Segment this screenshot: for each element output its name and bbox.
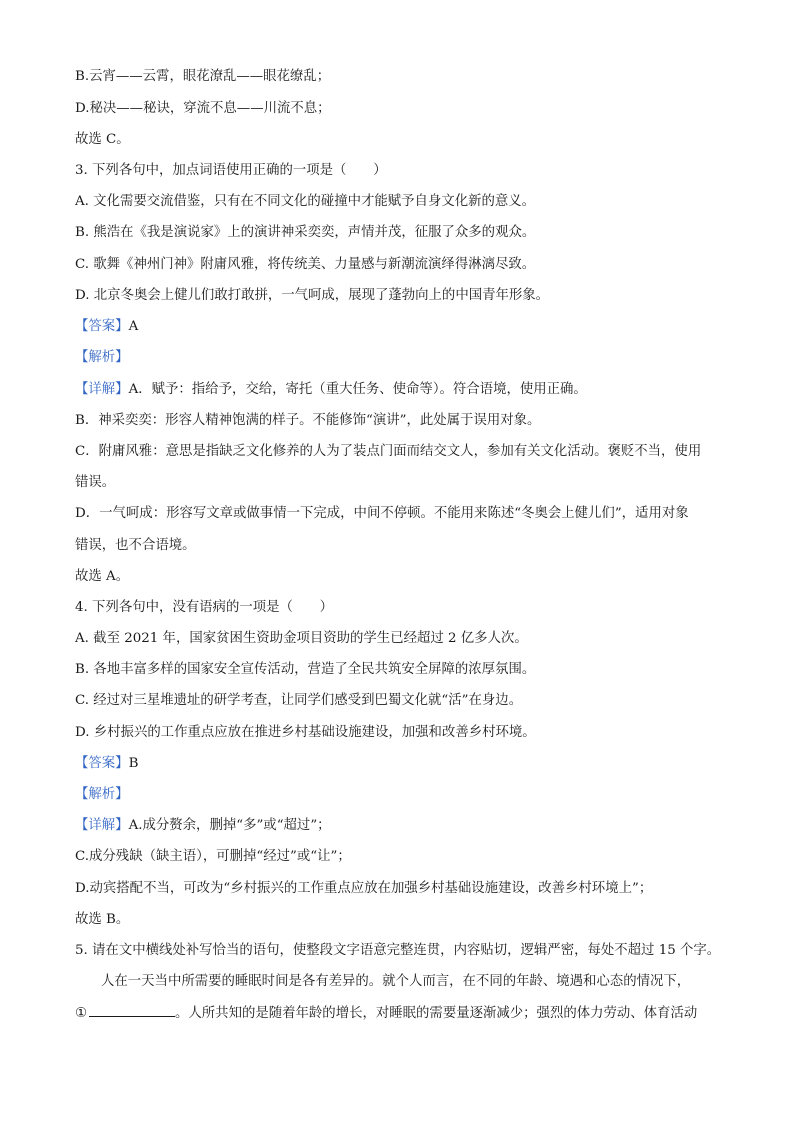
q3-detail-d: D．一气呵成：形容写文章或做事情一下完成，中间不停顿。不能用来陈述“冬奥会上健儿们”，适用对象	[75, 506, 689, 521]
q3-detail-b: B．神采奕奕：形容人精神饱满的样子。不能修饰“演讲”，此处属于误用对象。	[75, 413, 541, 428]
q3-detail-c: C．附庸风雅：意思是指缺乏文化修养的人为了装点门面而结交文人，参加有关文化活动。褒贬不当，使用	[75, 444, 702, 459]
q4-analysis-heading	[75, 785, 734, 805]
q3-stem: 3. 下列各句中，加点词语使用正确的一项是（ ）	[75, 163, 387, 178]
blank-marker: ①	[75, 1006, 88, 1021]
q3-conclusion: 故选 A。	[75, 569, 130, 584]
analysis-tag: 【解析】	[75, 787, 129, 802]
paragraph-text: 。人所共知的是随着年龄的增长，对睡眠的需要量逐渐减少；强烈的体力劳动、体育活动	[175, 1006, 698, 1021]
q4-conclusion: 故选 B。	[75, 912, 130, 927]
q4-detail-a	[75, 816, 734, 836]
answer-tag: 【答案】	[75, 319, 129, 334]
detail-text: A.成分赘余，删掉“多”或“超过”；	[128, 818, 331, 833]
q5-stem: 5. 请在文中横线处补写恰当的语句，使整段文字语意完整连贯，内容贴切，逻辑严密，每处不超过 15 个字。	[75, 943, 721, 958]
q4-answer	[75, 754, 734, 774]
q2-option-d-correction: D.秘决——秘诀，穿流不息——川流不息；	[75, 101, 331, 116]
answer-tag: 【答案】	[75, 756, 129, 771]
q4-stem: 4. 下列各句中，没有语病的一项是（ ）	[75, 600, 334, 615]
q4-detail-c: C.成分残缺（缺主语），可删掉“经过”或“让”；	[75, 849, 351, 864]
q4-option-d: D. 乡村振兴的工作重点应放在推进乡村基础设施建设，加强和改善乡村环境。	[75, 725, 536, 740]
q2-conclusion: 故选 C。	[75, 132, 130, 147]
q5-paragraph-line-2	[75, 1003, 734, 1024]
q3-detail-d-cont: 错误，也不合语境。	[75, 538, 196, 553]
q2-option-b-correction: B.云宵——云霄，眼花潦乱——眼花缭乱；	[75, 69, 331, 84]
q3-answer	[75, 317, 734, 337]
q4-option-a: A. 截至 2021 年，国家贫困生资助金项目资助的学生已经超过 2 亿多人次。	[75, 631, 528, 646]
q3-option-c: C. 歌舞《神州门神》附庸风雅，将传统美、力量感与新潮流演绎得淋漓尽致。	[75, 257, 536, 272]
q3-option-a: A. 文化需要交流借鉴，只有在不同文化的碰撞中才能赋予自身文化新的意义。	[75, 194, 536, 209]
q5-paragraph-line-1: 人在一天当中所需要的睡眠时间是各有差异的。就个人而言，在不同的年龄、境遇和心态的情况下，	[101, 974, 691, 989]
detail-tag: 【详解】	[75, 382, 129, 397]
q3-detail-c-cont: 错误。	[75, 475, 116, 490]
q3-option-b: B. 熊浩在《我是演说家》上的演讲神采奕奕，声情并茂，征服了众多的观众。	[75, 225, 536, 240]
q3-analysis-heading	[75, 348, 734, 368]
answer-value: A	[128, 319, 139, 334]
q4-option-c: C. 经过对三星堆遗址的研学考查，让同学们感受到巴蜀文化就“活”在身边。	[75, 693, 523, 708]
q3-detail-a	[75, 380, 734, 400]
q4-option-b: B. 各地丰富多样的国家安全宣传活动，营造了全民共筑安全屏障的浓厚氛围。	[75, 662, 536, 677]
detail-tag: 【详解】	[75, 818, 129, 833]
analysis-tag: 【解析】	[75, 350, 129, 365]
detail-text: A．赋予：指给予，交给，寄托（重大任务、使命等）。符合语境，使用正确。	[128, 382, 587, 397]
q4-detail-d: D.动宾搭配不当，可改为“乡村振兴的工作重点应放在加强乡村基础设施建设，改善乡村环境上”；	[75, 881, 653, 896]
answer-blank[interactable]	[89, 1003, 175, 1017]
q3-option-d: D. 北京冬奥会上健儿们敢打敢拼，一气呵成，展现了蓬勃向上的中国青年形象。	[75, 288, 550, 303]
answer-value: B	[128, 756, 139, 771]
